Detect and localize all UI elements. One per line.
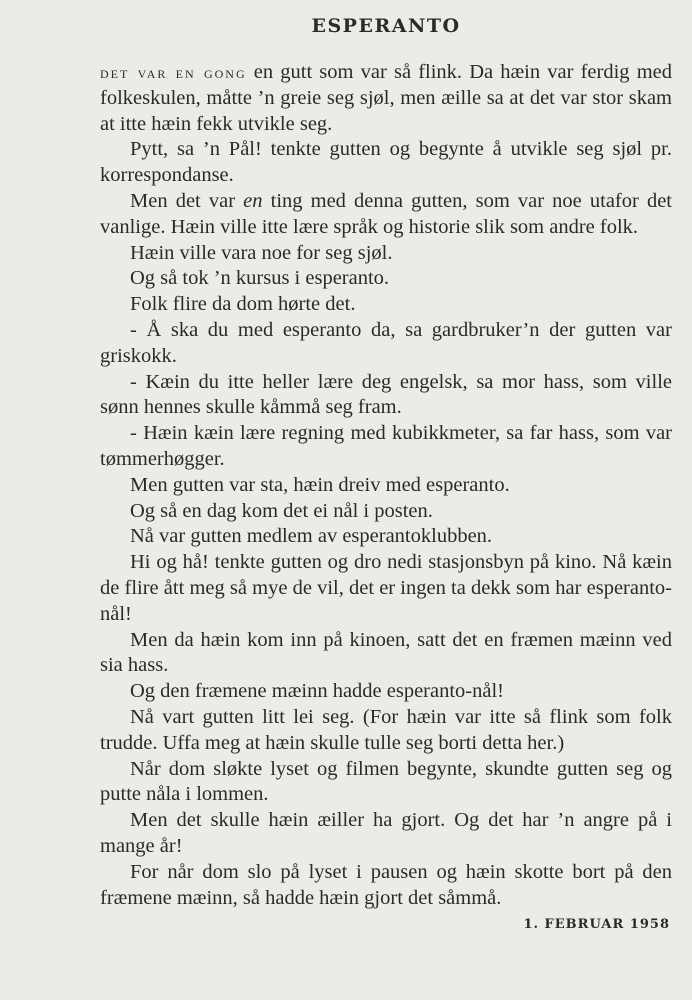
paragraph-with-emphasis: [100, 189, 672, 241]
story-body: [100, 60, 672, 911]
opening-smallcaps: det var en gong: [100, 63, 247, 82]
document-page: [100, 12, 672, 932]
paragraph: Men det skulle hæin æiller ha gjort. Og det har ’n angre på i mange år!: [100, 809, 672, 857]
paragraph: Nå var gutten medlem av esperantoklubben.: [130, 525, 493, 548]
paragraph-text: Men det var: [130, 189, 244, 212]
paragraph: Når dom sløkte lyset og filmen begynte, skundte gutten seg og putte nåla i lommen.: [100, 757, 672, 806]
paragraph: Men gutten var sta, hæin dreiv med esperanto.: [130, 473, 510, 496]
paragraph: Nå vart gutten litt lei seg. (For hæin var itte så flink som folk trudde. Uffa meg at hæin skulle tulle seg borti detta her.): [100, 705, 672, 754]
paragraph: Hæin ville vara noe for seg sjøl.: [130, 241, 393, 264]
paragraph: For når dom slo på lyset i pausen og hæin skotte bort på den fræmene mæinn, så hadde hæin gjort det såmmå.: [100, 860, 672, 909]
paragraph-text: ting med denna gutten, som var noe utafor det vanlige. Hæin ville itte lære språk og historie slik som andre folk.: [100, 189, 672, 238]
paragraph: Hi og hå! tenkte gutten og dro nedi stasjonsbyn på kino. Nå kæin de flire ått meg så mye de vil, det er ingen ta dekk som har esperanto-nål!: [100, 551, 672, 625]
paragraph: Pytt, sa ’n Pål! tenkte gutten og begynte å utvikle seg sjøl pr. korrespondanse.: [100, 138, 672, 187]
paragraph: Folk flire da dom hørte det.: [130, 293, 356, 316]
opening-paragraph: [100, 60, 672, 137]
emphasis-word: en: [243, 189, 263, 212]
paragraph: Men da hæin kom inn på kinoen, satt det en fræmen mæinn ved sia hass.: [100, 628, 672, 677]
paragraph: - Å ska du med esperanto da, sa gardbruker’n der gutten var griskokk.: [100, 318, 672, 367]
paragraph: Og så en dag kom det ei nål i posten.: [130, 499, 433, 522]
paragraph: Og så tok ’n kursus i esperanto.: [130, 267, 390, 290]
paragraph: - Kæin du itte heller lære deg engelsk, sa mor hass, som ville sønn hennes skulle kåmmå seg fram.: [100, 370, 672, 419]
date-line: 1. FEBRUAR 1958: [523, 917, 670, 933]
page-title: ESPERANTO: [311, 15, 461, 37]
paragraph: Og den fræmene mæinn hadde esperanto-nål!: [130, 680, 505, 703]
paragraph: - Hæin kæin lære regning med kubikkmeter, sa far hass, som var tømmerhøgger.: [100, 422, 672, 470]
opening-rest: en gutt som var så flink. Da hæin var ferdig med folkeskulen, måtte ’n greie seg sjøl, men æille sa at det var stor skam at itte hæin fekk utvikle seg.: [100, 61, 672, 135]
